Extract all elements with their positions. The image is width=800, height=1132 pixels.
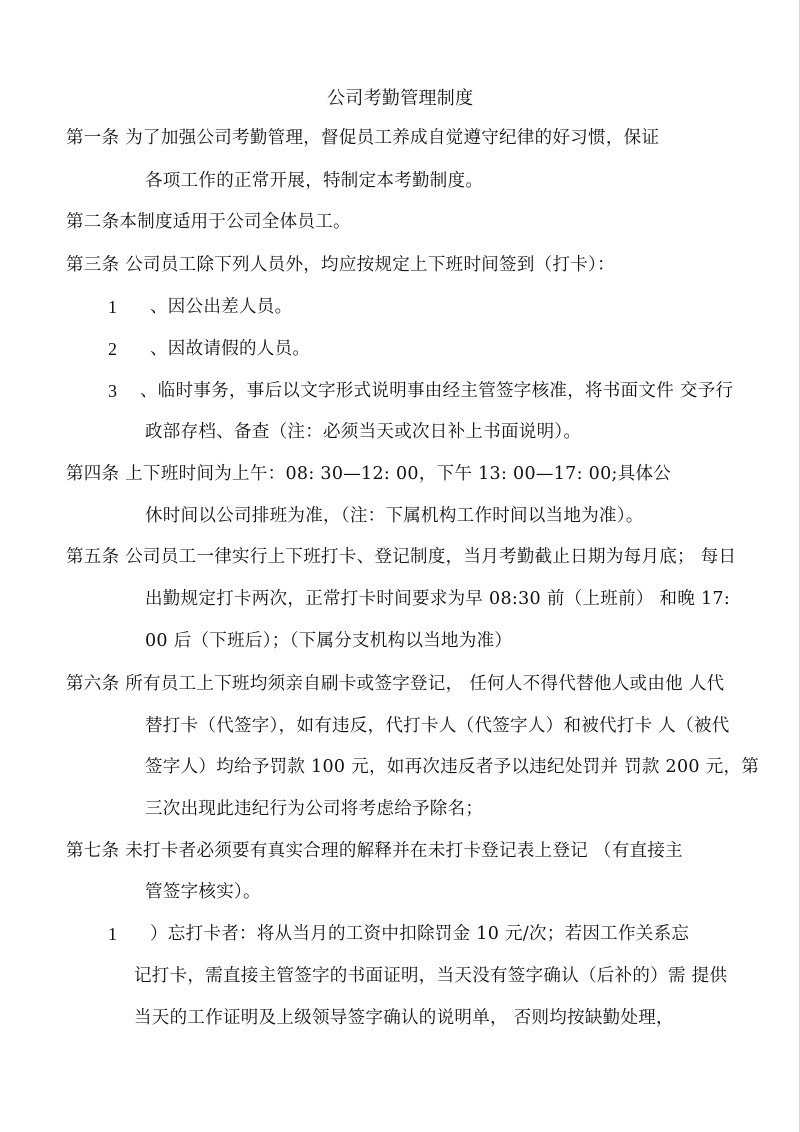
article-2-line-1: 第二条本制度适用于公司全体员工。 [66,212,351,232]
article-7-line-1: 第七条 未打卡者必须要有真实合理的解释并在未打卡登记表上登记 （有直接主 [66,841,683,861]
document-title: 公司考勤管理制度 [327,88,474,109]
article-5-line-2: 出勤规定打卡两次，正常打卡时间要求为早 08:30 前（上班前） 和晚 17: [145,589,731,609]
article-1-line-2: 各项工作的正常开展，特制定本考勤制度。 [145,171,484,191]
article-3-item-1-number: 1 [108,297,118,317]
article-6-line-2: 替打卡（代签字），如有违反，代打卡人（代签字人）和被代打卡 人（被代 [145,716,730,736]
article-1-line-1: 第一条 为了加强公司考勤管理，督促员工养成自觉遵守纪律的好习惯，保证 [66,128,660,148]
article-3-line-1: 第三条 公司员工除下列人员外，均应按规定上下班时间签到（打卡）： [66,255,615,275]
article-3-item-2-number: 2 [108,339,118,359]
article-3-item-1-text: 、因公出差人员。 [150,297,293,317]
article-3-item-3-text: 、临时事务，事后以文字形式说明事由经主管签字核准，将书面文件 交予行 [140,381,734,401]
article-3-item-3-line-2: 政部存档、备查（注：必须当天或次日补上书面说明）。 [145,422,582,442]
article-6-line-1: 第六条 所有员工上下班均须亲自刷卡或签字登记， 任何人不得代替他人或由他 人代 [66,674,725,694]
article-7-item-1-text: ）忘打卡者：将从当月的工资中扣除罚金 10 元/次；若因工作关系忘 [150,924,690,944]
article-6-line-3: 签字人）均给予罚款 100 元，如再次违反者予以违纪处罚并 罚款 200 元，第 [145,757,760,777]
article-5-line-3: 00 后（下班后）；（下属分支机构以当地为准） [145,631,513,651]
article-3-item-3-number: 3 [108,381,118,401]
article-3-item-2-text: 、因故请假的人员。 [150,339,311,359]
article-7-item-1-number: 1 [108,924,118,944]
article-7-line-2: 管签字核实）。 [145,882,261,902]
article-7-item-1-line-3: 当天的工作证明及上级领导签字确认的说明单， 否则均按缺勤处理， [134,1008,674,1028]
article-5-line-1: 第五条 公司员工一律实行上下班打卡、登记制度，当月考勤截止日期为每月底； 每日 [66,547,737,567]
article-4-line-2: 休时间以公司排班为准，（注：下属机构工作时间以当地为准）。 [145,506,644,526]
article-4-line-1: 第四条 上下班时间为上午：08: 30—12: 00，下午 13: 00—17: 00;具体公 [66,464,672,484]
article-6-line-4: 三次出现此违纪行为公司将考虑给予除名； [145,799,484,819]
article-7-item-1-line-2: 记打卡，需直接主管签字的书面证明，当天没有签字确认（后补的）需 提供 [134,966,728,986]
